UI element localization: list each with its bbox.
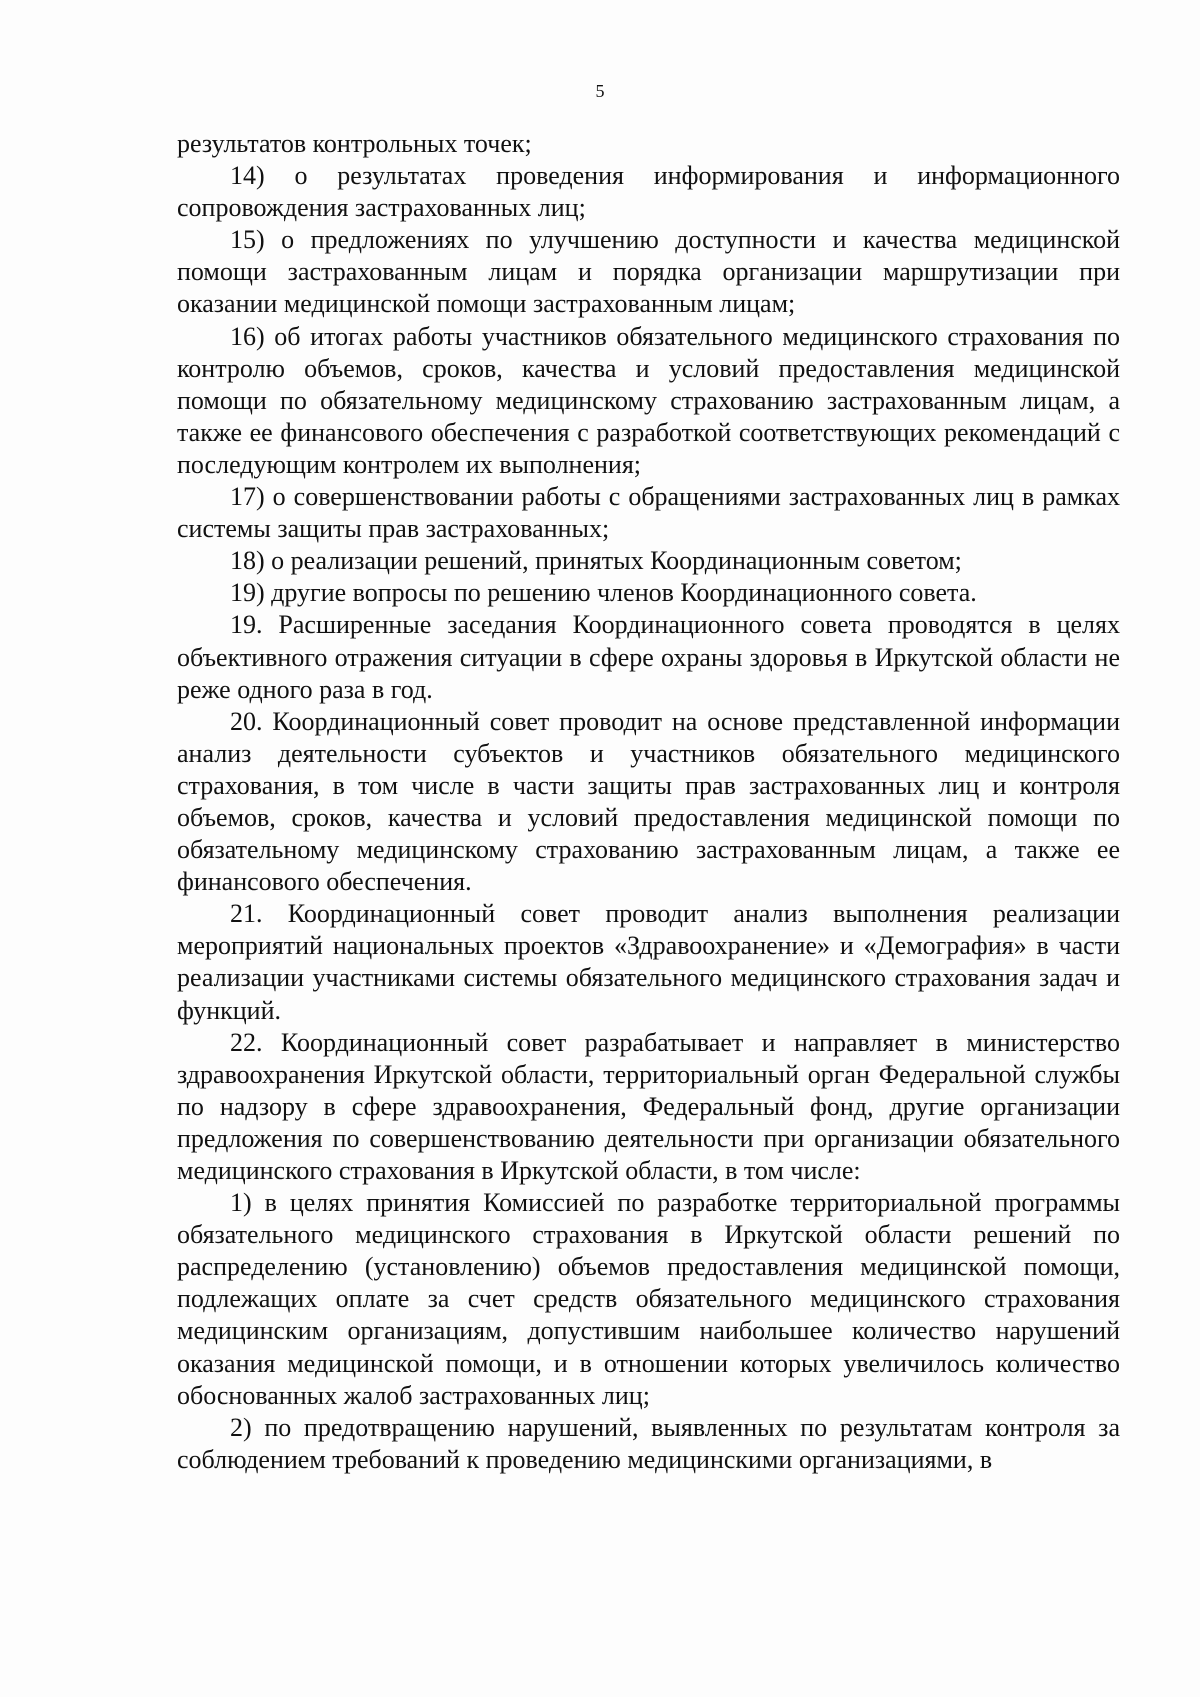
paragraph-item-14: 14) о результатах проведения информирования и информационного сопровождения застрахованных лиц; [177, 161, 1120, 223]
paragraph-item-19-subitem: 19) другие вопросы по решению членов Координационного совета. [230, 578, 977, 608]
paragraph-clause-21: 21. Координационный совет проводит анализ выполнения реализации мероприятий национальных проектов «Здравоохранение» и «Демография» в части реализации участниками системы обязательного медицинского страхования задач и функций. [177, 899, 1120, 1025]
paragraph-clause-22-item-2: 2) по предотвращению нарушений, выявленных по результатам контроля за соблюдением требований к проведению медицинскими организациями, в [177, 1412, 1120, 1474]
document-body [177, 128, 1120, 1476]
paragraph-clause-22-item-1: 1) в целях принятия Комиссией по разработке территориальной программы обязательного медицинского страхования в Иркутской области решений по распределению (установлению) объемов предоставления медицинской помощи, подлежащих оплате за счет средств обязательного медицинского страхования медицинским организациям, допустившим наибольшее количество нарушений оказания медицинской помощи, и в отношении которых увеличилось количество обоснованных жалоб застрахованных лиц; [177, 1188, 1120, 1410]
paragraph-clause-22: 22. Координационный совет разрабатывает и направляет в министерство здравоохранения Иркутской области, территориальный орган Федеральной службы по надзору в сфере здравоохранения, Федеральный фонд, другие организации предложения по совершенствованию деятельности при организации обязательного медицинского страхования в Иркутской области, в том числе: [177, 1027, 1120, 1185]
paragraph-clause-19: 19. Расширенные заседания Координационного совета проводятся в целях объективного отражения ситуации в сфере охраны здоровья в Иркутской области не реже одного раза в год. [177, 610, 1120, 704]
paragraph-item-18: 18) о реализации решений, принятых Координационным советом; [230, 546, 962, 576]
paragraph-item-17: 17) о совершенствовании работы с обращениями застрахованных лиц в рамках системы защиты прав застрахованных; [177, 482, 1120, 544]
paragraph-item-15: 15) о предложениях по улучшению доступности и качества медицинской помощи застрахованным лицам и порядка организации маршрутизации при оказании медицинской помощи застрахованным лицам; [177, 225, 1120, 319]
paragraph-continuation: результатов контрольных точек; [177, 129, 532, 158]
paragraph-clause-20: 20. Координационный совет проводит на основе представленной информации анализ деятельности субъектов и участников обязательного медицинского страхования, в том числе в части защиты прав застрахованных лиц и контроля объемов, сроков, качества и условий предоставления медицинской помощи по обязательному медицинскому страхованию застрахованным лицам, а также ее финансового обеспечения. [177, 706, 1120, 897]
paragraph-item-16: 16) об итогах работы участников обязательного медицинского страхования по контролю объемов, сроков, качества и условий предоставления медицинской помощи по обязательному медицинскому страхованию застрахованным лицам, а также ее финансового обеспечения с разработкой соответствующих рекомендаций с последующим контролем их выполнения; [177, 321, 1120, 479]
page-number: 5 [595, 81, 605, 101]
